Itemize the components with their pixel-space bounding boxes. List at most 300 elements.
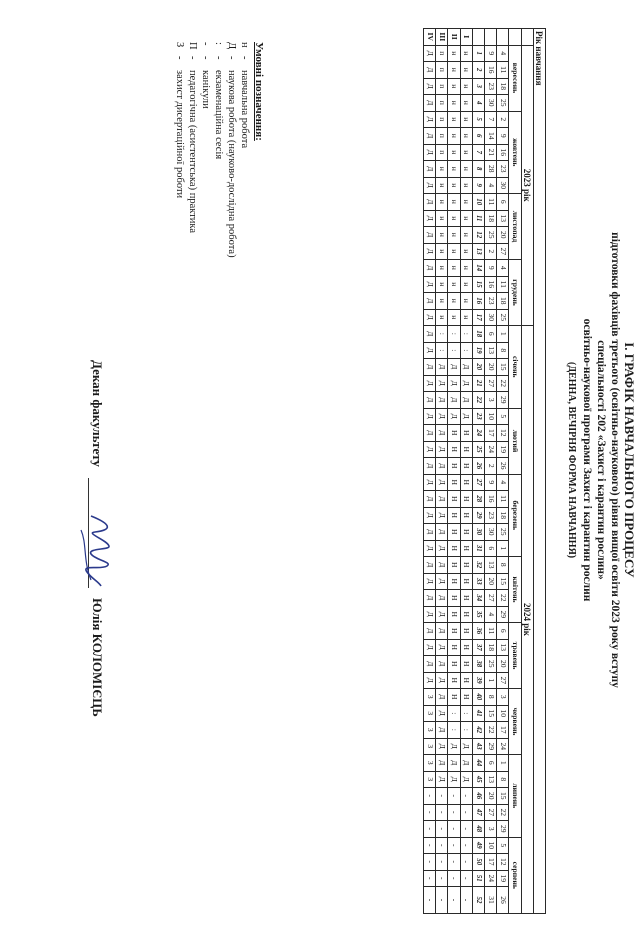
date-start-cell: 30	[497, 177, 509, 194]
study-year-row	[460, 29, 472, 914]
schedule-cell: :	[436, 326, 448, 343]
week-number-cell: 46	[472, 788, 484, 805]
week-number-cell: 47	[472, 804, 484, 821]
schedule-cell: н	[448, 95, 460, 112]
month-cell: лютий	[509, 408, 521, 474]
year-row-label	[521, 29, 533, 46]
schedule-cell: н	[448, 293, 460, 310]
date-start-cell: 4	[497, 45, 509, 62]
schedule-cell: Д	[424, 491, 436, 508]
schedule-cell: н	[460, 260, 472, 277]
schedule-cell: Д	[436, 705, 448, 722]
legend-text: педагогічна (асистентська) практика	[187, 70, 198, 234]
schedule-cell: Д	[424, 95, 436, 112]
schedule-cell: Д	[436, 656, 448, 673]
schedule-cell: Д	[424, 359, 436, 376]
schedule-cell: -	[424, 887, 436, 914]
schedule-cell: Д	[448, 375, 460, 392]
week-number-cell: 21	[472, 375, 484, 392]
month-cell: листопад	[509, 194, 521, 260]
study-year-label: IV	[424, 29, 436, 46]
schedule-cell: н	[460, 276, 472, 293]
schedule-cell: Н	[460, 458, 472, 475]
date-end-cell: 4	[485, 177, 497, 194]
schedule-cell: Н	[460, 540, 472, 557]
week-number-cell: 40	[472, 689, 484, 706]
week-number-cell: 10	[472, 194, 484, 211]
schedule-cell: -	[460, 788, 472, 805]
schedule-cell: н	[460, 243, 472, 260]
schedule-cell: н	[448, 227, 460, 244]
schedule-cell: н	[460, 161, 472, 178]
date-start-cell: 24	[497, 738, 509, 755]
date-end-cell: 10	[485, 837, 497, 854]
date-end-cell: 18	[485, 210, 497, 227]
date-start-cell: 8	[497, 771, 509, 788]
date-start-cell: 18	[497, 78, 509, 95]
month-row	[509, 29, 521, 914]
week-number-cell: 22	[472, 392, 484, 409]
date-end-cell: 25	[485, 227, 497, 244]
document-title: I. ГРАФІК НАВЧАЛЬНОГО ПРОЦЕСУ	[622, 342, 637, 578]
legend-code: Д	[226, 42, 237, 50]
week-number-cell: 31	[472, 540, 484, 557]
schedule-cell: Н	[460, 425, 472, 442]
schedule-cell: Д	[424, 194, 436, 211]
schedule-cell: н	[448, 309, 460, 326]
date-start-cell: 27	[497, 672, 509, 689]
date-start-cell: 18	[497, 293, 509, 310]
date-start-cell: 8	[497, 557, 509, 574]
week-number-cell: 23	[472, 408, 484, 425]
month-cell: червень	[509, 689, 521, 755]
schedule-cell: Н	[448, 441, 460, 458]
schedule-cell: :	[436, 342, 448, 359]
week-number-cell: 37	[472, 639, 484, 656]
schedule-cell: -	[460, 870, 472, 887]
schedule-cell: -	[436, 854, 448, 871]
schedule-cell: Д	[424, 243, 436, 260]
schedule-cell: Д	[436, 573, 448, 590]
date-end-cell: 10	[485, 408, 497, 425]
date-end-cell: 4	[485, 606, 497, 623]
schedule-cell: Н	[460, 557, 472, 574]
date-end-cell: 13	[485, 342, 497, 359]
schedule-cell: п	[436, 128, 448, 145]
legend-code: -	[200, 42, 211, 46]
date-end-cell: 14	[485, 128, 497, 145]
schedule-cell: -	[460, 887, 472, 914]
week-number-cell: 34	[472, 590, 484, 607]
date-start-cell: 4	[497, 474, 509, 491]
schedule-cell: Н	[460, 656, 472, 673]
schedule-cell: Д	[436, 722, 448, 739]
schedule-cell: Д	[436, 606, 448, 623]
week-number-cell: 3	[472, 78, 484, 95]
date-end-cell: 27	[485, 590, 497, 607]
schedule-cell: З	[424, 722, 436, 739]
schedule-cell: п	[436, 144, 448, 161]
schedule-cell: Д	[424, 111, 436, 128]
schedule-cell: Н	[448, 524, 460, 541]
schedule-cell: п	[436, 45, 448, 62]
date-end-cell: 3	[485, 392, 497, 409]
date-end-cell: 9	[485, 260, 497, 277]
schedule-cell: Д	[424, 128, 436, 145]
date-end-cell: 6	[485, 755, 497, 772]
date-start-cell: 25	[497, 95, 509, 112]
date-end-cell: 18	[485, 639, 497, 656]
date-start-cell: 13	[497, 210, 509, 227]
legend	[173, 42, 265, 362]
week-row-label	[472, 29, 484, 46]
schedule-cell: З	[424, 705, 436, 722]
schedule-cell: н	[448, 161, 460, 178]
date-start-cell: 1	[497, 326, 509, 343]
date-end-cell: 25	[485, 656, 497, 673]
schedule-cell: -	[448, 854, 460, 871]
dean-name: Юлія КОЛОМІЄЦЬ	[90, 598, 105, 717]
date-start-cell: 19	[497, 441, 509, 458]
schedule-cell: н	[448, 62, 460, 79]
schedule-cell: Н	[448, 491, 460, 508]
schedule-cell: Д	[424, 441, 436, 458]
schedule-cell: З	[424, 689, 436, 706]
date-end-row	[485, 29, 497, 914]
schedule-cell: Д	[424, 590, 436, 607]
month-cell: березень	[509, 474, 521, 557]
schedule-cell: Д	[436, 771, 448, 788]
schedule-cell: Д	[460, 738, 472, 755]
month-cell: січень	[509, 326, 521, 409]
legend-item	[225, 42, 238, 362]
schedule-cell: Д	[436, 425, 448, 442]
week-number-cell: 4	[472, 95, 484, 112]
schedule-cell: Д	[424, 78, 436, 95]
date-end-cell: 2	[485, 243, 497, 260]
legend-dash: -	[213, 56, 224, 60]
date-start-cell: 26	[497, 887, 509, 914]
schedule-cell: Н	[448, 507, 460, 524]
schedule-cell: Д	[424, 326, 436, 343]
date-start-cell: 9	[497, 128, 509, 145]
date-end-cell: 3	[485, 821, 497, 838]
legend-text: захист дисертаційної роботи	[174, 70, 185, 199]
month-cell: серпень	[509, 837, 521, 914]
date-start-cell: 20	[497, 656, 509, 673]
month-row-label	[509, 29, 521, 46]
date-row-label	[497, 29, 509, 46]
week-number-cell: 49	[472, 837, 484, 854]
study-year-row	[436, 29, 448, 914]
schedule-cell: -	[436, 870, 448, 887]
week-number-cell: 41	[472, 705, 484, 722]
schedule-cell: -	[460, 804, 472, 821]
week-number-cell: 19	[472, 342, 484, 359]
date-start-cell: 22	[497, 590, 509, 607]
date-start-cell: 16	[497, 144, 509, 161]
schedule-cell: Д	[424, 573, 436, 590]
schedule-cell: :	[448, 342, 460, 359]
legend-code: З	[174, 42, 185, 48]
schedule-cell: Н	[460, 573, 472, 590]
date-start-cell: 19	[497, 870, 509, 887]
week-number-cell: 38	[472, 656, 484, 673]
schedule-cell: н	[460, 194, 472, 211]
week-number-cell: 25	[472, 441, 484, 458]
dean-label: Декан факультету	[90, 360, 105, 467]
schedule-cell: н	[436, 227, 448, 244]
schedule-cell: Д	[424, 540, 436, 557]
date-end-cell: 9	[485, 45, 497, 62]
schedule-cell: -	[460, 821, 472, 838]
schedule-cell: Н	[460, 524, 472, 541]
schedule-cell: Д	[448, 738, 460, 755]
dean-signature-block	[65, 360, 125, 900]
week-number-cell: 35	[472, 606, 484, 623]
schedule-cell: н	[460, 210, 472, 227]
schedule-cell: -	[460, 854, 472, 871]
date-end-cell: 17	[485, 425, 497, 442]
schedule-cell: :	[460, 705, 472, 722]
schedule-cell: н	[460, 78, 472, 95]
schedule-cell: н	[448, 144, 460, 161]
month-cell: жовтень	[509, 111, 521, 194]
schedule-cell: Д	[436, 491, 448, 508]
schedule-cell: Н	[460, 639, 472, 656]
schedule-cell: н	[460, 62, 472, 79]
date-end-cell: 20	[485, 359, 497, 376]
schedule-cell: н	[448, 243, 460, 260]
date-end-cell: 6	[485, 540, 497, 557]
schedule-cell: Д	[448, 392, 460, 409]
schedule-cell: н	[448, 210, 460, 227]
schedule-cell: Д	[460, 375, 472, 392]
schedule-cell: Д	[436, 738, 448, 755]
schedule-cell: :	[460, 342, 472, 359]
week-number-cell: 29	[472, 507, 484, 524]
date-end-cell: 22	[485, 722, 497, 739]
schedule-cell: Д	[424, 425, 436, 442]
schedule-cell: п	[436, 95, 448, 112]
schedule-cell: п	[436, 111, 448, 128]
date-start-cell: 15	[497, 359, 509, 376]
study-year-label: III	[436, 29, 448, 46]
legend-code: :	[213, 42, 224, 45]
schedule-cell: Д	[436, 590, 448, 607]
week-number-cell: 43	[472, 738, 484, 755]
schedule-cell: н	[460, 309, 472, 326]
schedule-cell: н	[448, 276, 460, 293]
schedule-cell: Д	[436, 359, 448, 376]
schedule-cell: -	[448, 804, 460, 821]
date-end-cell: 2	[485, 458, 497, 475]
schedule-cell: :	[448, 326, 460, 343]
month-cell: липень	[509, 755, 521, 838]
week-number-cell: 50	[472, 854, 484, 871]
date-start-cell: 15	[497, 788, 509, 805]
date-end-cell: 29	[485, 738, 497, 755]
schedule-cell: Д	[424, 227, 436, 244]
schedule-cell: Д	[436, 524, 448, 541]
schedule-cell: Н	[460, 672, 472, 689]
date-start-cell: 2	[497, 111, 509, 128]
date-end-cell: 6	[485, 326, 497, 343]
date-end-cell: 7	[485, 111, 497, 128]
legend-code: П	[187, 42, 198, 50]
date-end-cell: 31	[485, 887, 497, 914]
week-number-cell: 15	[472, 276, 484, 293]
schedule-cell: п	[436, 62, 448, 79]
schedule-cell: н	[460, 128, 472, 145]
date-start-cell: 8	[497, 342, 509, 359]
schedule-cell: Д	[424, 45, 436, 62]
schedule-cell: -	[424, 804, 436, 821]
date-start-cell: 23	[497, 161, 509, 178]
schedule-cell: Д	[424, 276, 436, 293]
schedule-cell: Д	[436, 474, 448, 491]
week-number-cell: 16	[472, 293, 484, 310]
schedule-cell: Д	[424, 375, 436, 392]
schedule-cell: Н	[448, 672, 460, 689]
schedule-cell: -	[448, 870, 460, 887]
date-end-cell: 23	[485, 507, 497, 524]
schedule-cell: Д	[460, 359, 472, 376]
legend-text: наукова робота (науково-дослідна робота)	[226, 70, 237, 258]
schedule-cell: н	[436, 194, 448, 211]
week-number-cell: 48	[472, 821, 484, 838]
schedule-cell: Д	[436, 755, 448, 772]
schedule-cell: :	[448, 705, 460, 722]
legend-text: навчальна робота	[239, 70, 250, 149]
schedule-cell: Н	[448, 540, 460, 557]
week-number-cell: 26	[472, 458, 484, 475]
week-number-cell: 42	[472, 722, 484, 739]
week-number-cell: 27	[472, 474, 484, 491]
schedule-cell: Д	[424, 524, 436, 541]
schedule-cell: Д	[448, 771, 460, 788]
schedule-cell: Д	[436, 672, 448, 689]
schedule-cell: Д	[436, 689, 448, 706]
schedule-cell: З	[424, 771, 436, 788]
schedule-cell: Д	[460, 755, 472, 772]
date-end-cell: 23	[485, 293, 497, 310]
schedule-cell: н	[460, 95, 472, 112]
week-number-cell: 13	[472, 243, 484, 260]
schedule-cell: Н	[460, 491, 472, 508]
date-end-cell: 20	[485, 573, 497, 590]
schedule-cell: -	[436, 837, 448, 854]
month-cell: вересень	[509, 45, 521, 111]
schedule-cell: Д	[424, 458, 436, 475]
legend-item	[212, 42, 225, 362]
month-cell: грудень	[509, 260, 521, 326]
date-start-cell: 6	[497, 623, 509, 640]
date-start-cell: 11	[497, 491, 509, 508]
schedule-cell: Д	[424, 656, 436, 673]
schedule-cell: Д	[424, 293, 436, 310]
schedule-cell: н	[460, 177, 472, 194]
week-number-cell: 14	[472, 260, 484, 277]
document-header	[564, 160, 636, 760]
legend-text: канікули	[200, 70, 211, 109]
schedule-cell: Д	[424, 177, 436, 194]
legend-item	[186, 42, 199, 362]
schedule-cell: Д	[460, 771, 472, 788]
week-number-cell: 2	[472, 62, 484, 79]
schedule-cell: Д	[436, 623, 448, 640]
week-number-cell: 39	[472, 672, 484, 689]
date-start-cell: 3	[497, 689, 509, 706]
schedule-cell: Н	[460, 507, 472, 524]
schedule-cell: -	[436, 804, 448, 821]
schedule-cell: -	[424, 821, 436, 838]
schedule-cell: -	[436, 887, 448, 914]
schedule-cell: н	[436, 276, 448, 293]
date-end-cell: 11	[485, 623, 497, 640]
schedule-cell: н	[460, 293, 472, 310]
year-2023: 2023 рік	[521, 45, 533, 326]
schedule-cell: н	[460, 111, 472, 128]
week-number-cell: 24	[472, 425, 484, 442]
date-start-cell: 13	[497, 639, 509, 656]
schedule-cell: н	[448, 260, 460, 277]
study-year-label: II	[448, 29, 460, 46]
date-end-cell: 24	[485, 870, 497, 887]
schedule-cell: Д	[424, 161, 436, 178]
schedule-cell: -	[448, 788, 460, 805]
week-number-cell: 12	[472, 227, 484, 244]
date-start-cell: 12	[497, 425, 509, 442]
table-head-row	[533, 29, 545, 914]
date-end-cell: 16	[485, 62, 497, 79]
document-subtitle: підготовки фахівців третього (освітньо-наукового) рівня вищої освіти 2023 року вступу	[609, 232, 621, 688]
study-form-line: (ДЕННА, ВЕЧІРНЯ ФОРМА НАВЧАННЯ)	[566, 361, 577, 559]
date-start-cell: 26	[497, 458, 509, 475]
study-year-row	[448, 29, 460, 914]
schedule-cell: -	[424, 788, 436, 805]
schedule-cell: Д	[424, 408, 436, 425]
date-start-cell: 11	[497, 62, 509, 79]
date-end-cell: 27	[485, 375, 497, 392]
week-number-cell: 8	[472, 161, 484, 178]
schedule-cell: Д	[424, 474, 436, 491]
schedule-cell: -	[424, 837, 436, 854]
date-end-cell: 21	[485, 144, 497, 161]
schedule-cell: Н	[460, 441, 472, 458]
schedule-cell: н	[436, 177, 448, 194]
schedule-cell: н	[460, 45, 472, 62]
legend-dash: -	[200, 56, 211, 60]
week-number-cell: 7	[472, 144, 484, 161]
schedule-cell: -	[424, 870, 436, 887]
schedule-cell: Д	[424, 557, 436, 574]
schedule-cell: н	[448, 78, 460, 95]
schedule-cell: Н	[448, 425, 460, 442]
week-number-cell: 6	[472, 128, 484, 145]
schedule-cell: -	[448, 821, 460, 838]
date-end-cell: 23	[485, 78, 497, 95]
week-number-cell: 20	[472, 359, 484, 376]
schedule-cell: Д	[436, 441, 448, 458]
schedule-cell: З	[424, 755, 436, 772]
handwritten-signature	[71, 510, 121, 590]
month-cell: травень	[509, 623, 521, 689]
study-year-row	[424, 29, 436, 914]
schedule-cell: Д	[448, 359, 460, 376]
schedule-cell: Н	[448, 590, 460, 607]
study-year-label: I	[460, 29, 472, 46]
